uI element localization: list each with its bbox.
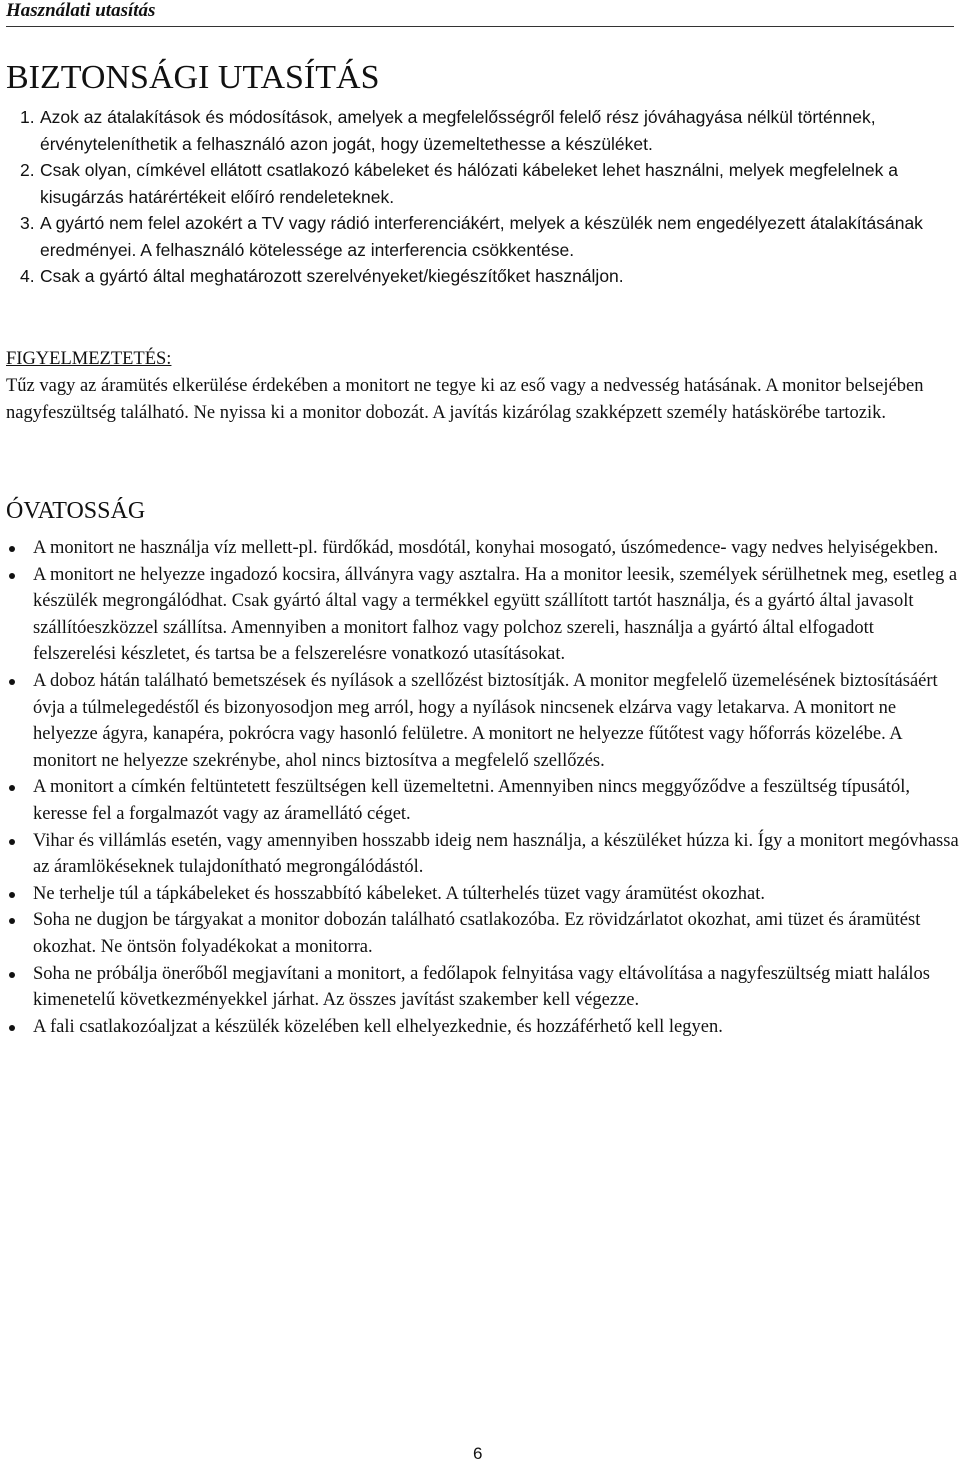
list-item-text: A doboz hátán található bemetszések és nyílások a szellőzést biztosítják. A monitor megfelelő üzemelésének biztosításáért óvja a túlmelegedéstől és bizonyosodjon meg arról, hogy a nyílások nincsenek elzárva vagy letakarva. A monitort ne helyezze ágyra, kanapéra, pokrócra vagy hasonló felületre. A monitort ne helyezze fűtőtest vagy hőforrás közelébe. A monitort ne helyezze szekrénybe, ahol nincs biztosítva a megfelelő szellőzés. xyxy=(33,670,938,771)
list-item-text: Ne terhelje túl a tápkábeleket és hosszabbító kábeleket. A túlterhelés tüzet vagy áramütést okozhat. xyxy=(33,883,766,904)
list-item xyxy=(6,562,960,668)
bullet-icon xyxy=(9,573,15,579)
list-item xyxy=(6,881,960,908)
page-header xyxy=(6,0,954,27)
list-item-text: A monitort ne helyezze ingadozó kocsira, állványra vagy asztalra. Ha a monitor leesik, személyek sérülhetnek meg, esetleg a készülék megrongálódhat. Csak gyártó által vagy a termékkel együtt szállított tartót használja, és a gyártó által javasolt szállítóeszközzel szállítsa. Amennyiben a monitort falhoz vagy polchoz szereli, használja a gyártó által elfogadott felszerelési készletet, és tartsa be a felszerelésre vonatkozó utasításokat. xyxy=(33,564,958,665)
list-item-text: A fali csatlakozóaljzat a készülék közelében kell elhelyezkednie, és hozzáférhető kell legyen. xyxy=(33,1016,723,1037)
list-item-text: Soha ne dugjon be tárgyakat a monitor dobozán található csatlakozóba. Ez rövidzárlatot okozhat, ami tüzet és áramütést okozhat. Ne öntsön folyadékokat a monitorra. xyxy=(33,910,921,957)
item-text: A gyártó nem felel azokért a TV vagy rádió interferenciákért, melyek a készülék nem engedélyezett átalakításának eredményei. A felhasználó kötelessége az interferencia csökkentése. xyxy=(40,213,923,260)
numbered-list xyxy=(6,104,956,290)
numbered-item xyxy=(6,104,956,157)
list-item xyxy=(6,961,960,1014)
list-item-text: A monitort ne használja víz mellett-pl. fürdőkád, mosdótál, konyhai mosogató, úszómedence- vagy nedves helyiségekben. xyxy=(33,538,939,558)
caution-section xyxy=(6,495,960,1040)
list-item xyxy=(6,668,960,774)
list-item xyxy=(6,828,960,881)
numbered-item xyxy=(6,157,956,210)
list-item xyxy=(6,535,960,562)
item-text: Azok az átalakítások és módosítások, amelyek a megfelelősségről felelő rész jóváhagyása nélkül történnek, érvényteleníthetik a felhasználó azon jogát, hogy üzemeltethesse a készüléket. xyxy=(40,107,876,154)
bullet-icon xyxy=(9,679,15,685)
bullet-icon xyxy=(9,1025,15,1031)
item-text: Csak a gyártó által meghatározott szerelvényeket/kiegészítőket használjon. xyxy=(40,266,624,286)
bullet-icon xyxy=(9,892,15,898)
header-title: Használati utasítás xyxy=(6,0,156,21)
bullet-icon xyxy=(9,972,15,978)
warning-section xyxy=(6,346,960,427)
bullet-icon xyxy=(9,785,15,791)
item-text: Csak olyan, címkével ellátott csatlakozó kábeleket és hálózati kábeleket lehet használni, melyek megfelelnek a kisugárzás határértékeit előíró rendeleteknek. xyxy=(40,160,898,207)
list-item xyxy=(6,907,960,960)
bullet-icon xyxy=(9,918,15,924)
list-item-text: Soha ne próbálja önerőből megjavítani a monitort, a fedőlapok felnyitása vagy eltávolítása a nagyfeszültség miatt halálos kimenetelű következményekkel járhat. Az összes javítást szakember kell végezze. xyxy=(33,963,930,1011)
item-number: 2. xyxy=(20,160,35,180)
bullet-icon xyxy=(9,546,15,552)
warning-text: Tűz vagy az áramütés elkerülése érdekében a monitort ne tegye ki az eső vagy a nedvesség hatásának. A monitor belsejében nagyfeszültség található. Ne nyissa ki a monitor dobozát. A javítás kizárólag szakképzett személy hatáskörébe tartozik. xyxy=(6,376,924,423)
list-item xyxy=(6,1014,960,1041)
warning-heading: FIGYELMEZTETÉS: xyxy=(6,349,172,369)
page-number: 6 xyxy=(473,1444,483,1463)
caution-heading: ÓVATOSSÁG xyxy=(6,498,146,524)
list-item-text: Vihar és villámlás esetén, vagy amennyiben hosszabb ideig nem használja, a készüléket húzza ki. Így a monitort megóvhassa az áramlökéseknek tulajdonítható megrongálódástól. xyxy=(33,830,959,878)
item-number: 4. xyxy=(20,266,35,286)
page-title: BIZTONSÁGI UTASÍTÁS xyxy=(6,59,380,96)
numbered-item xyxy=(6,263,956,290)
list-item xyxy=(6,774,960,827)
caution-list xyxy=(6,535,960,1040)
numbered-item xyxy=(6,210,956,263)
list-item-text: A monitort a címkén feltüntetett feszültségen kell üzemeltetni. Amennyiben nincs meggyőződve a feszültség típusától, keresse fel a forgalmazót vagy az áramellátó céget. xyxy=(33,777,910,824)
item-number: 3. xyxy=(20,213,35,233)
item-number: 1. xyxy=(20,107,35,127)
bullet-icon xyxy=(9,839,15,845)
